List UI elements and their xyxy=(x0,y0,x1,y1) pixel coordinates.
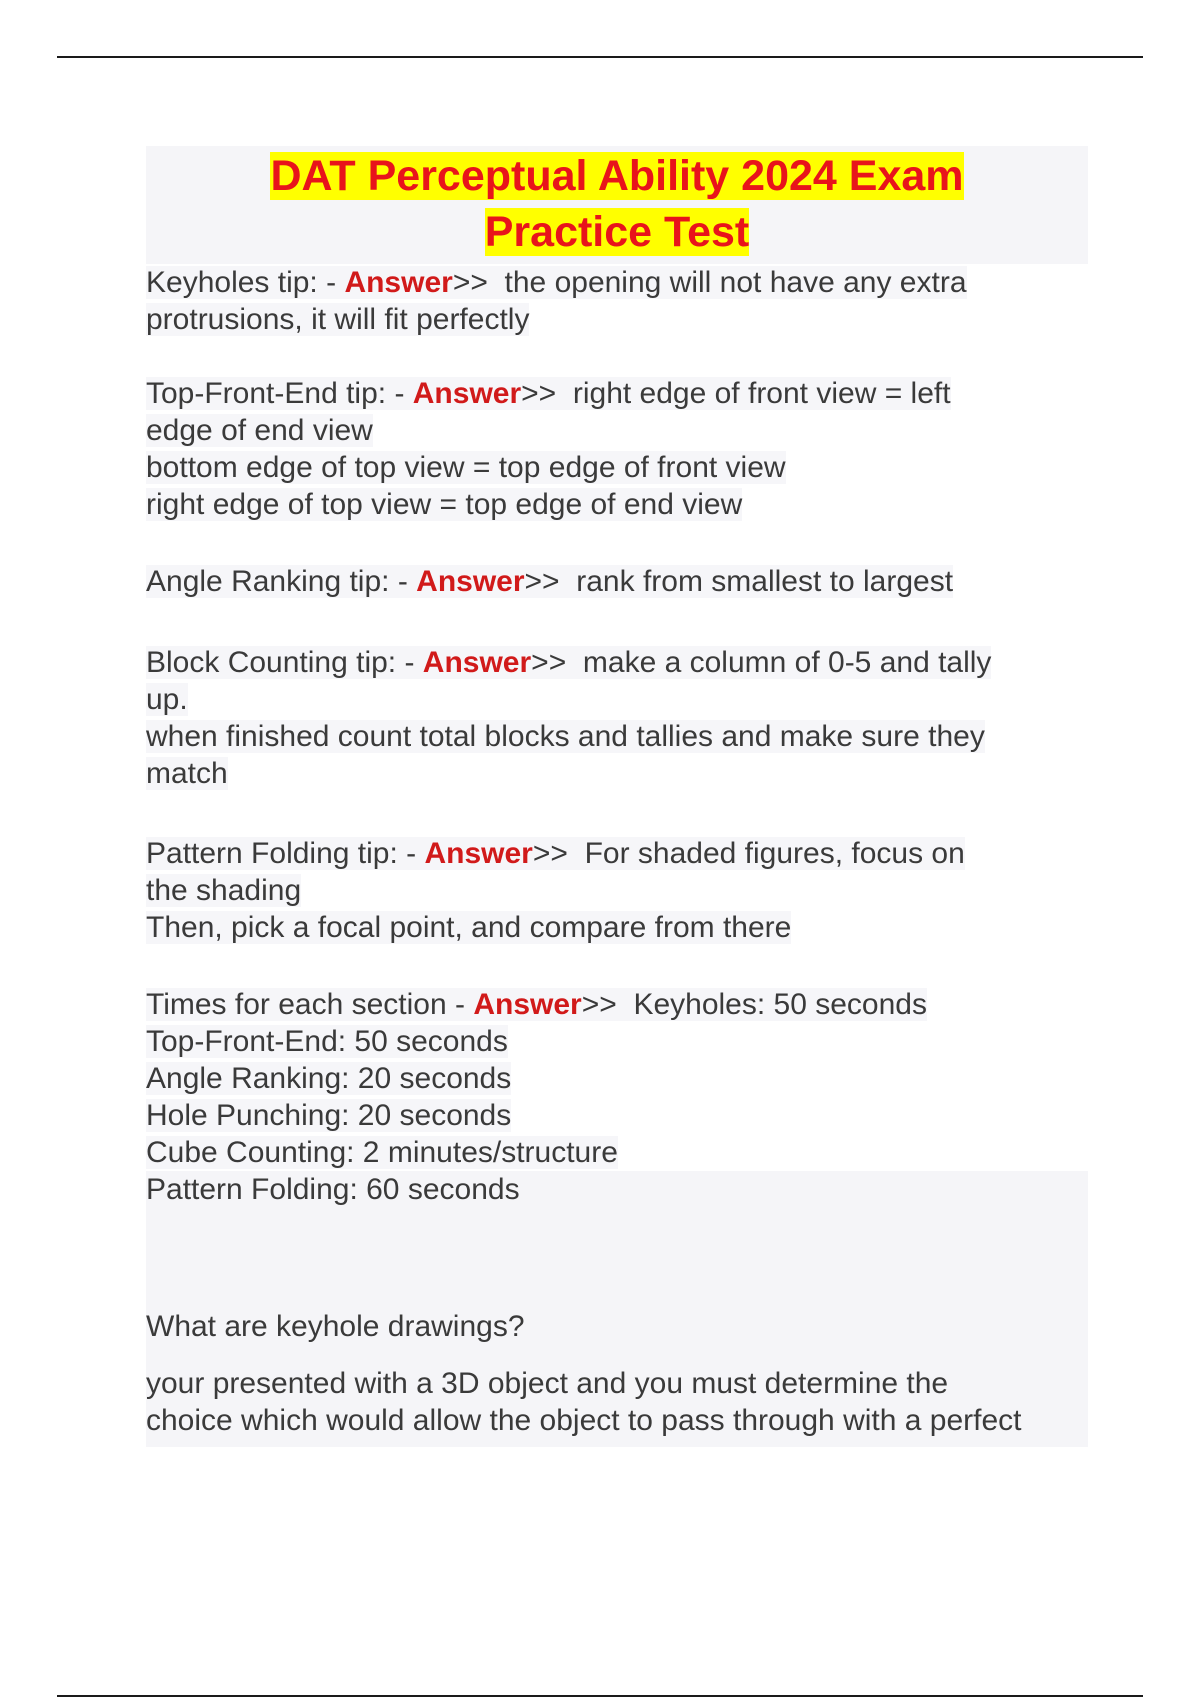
answer-line: protrusions, it will fit perfectly xyxy=(146,303,530,336)
answer-line: Top-Front-End: 50 seconds xyxy=(146,1025,508,1058)
answer-label: Answer xyxy=(473,988,582,1021)
answer-label: Answer xyxy=(344,266,453,299)
answer-line: Keyholes: 50 seconds xyxy=(633,988,927,1021)
answer-line: when finished count total blocks and tallies and make sure they xyxy=(146,720,985,753)
answer-label: Answer xyxy=(416,565,525,598)
flashcard-block xyxy=(146,1171,1088,1447)
question-text: Times for each section - xyxy=(146,988,474,1021)
answer-line: right edge of top view = top edge of end view xyxy=(146,488,743,521)
answer-arrow: >> xyxy=(521,377,557,410)
answer-line: For shaded figures, focus on xyxy=(584,837,965,870)
answer-line: Hole Punching: 20 seconds xyxy=(146,1099,512,1132)
flashcard-answer-line: choice which would allow the object to pass through with a perfect xyxy=(146,1404,1022,1437)
flashcard-answer-line: your presented with a 3D object and you must determine the xyxy=(146,1367,949,1400)
answer-arrow: >> xyxy=(452,266,488,299)
qa-item-section-times xyxy=(146,986,1088,1171)
answer-line: Cube Counting: 2 minutes/structure xyxy=(146,1136,618,1169)
answer-line: match xyxy=(146,757,228,790)
answer-arrow: >> xyxy=(532,837,568,870)
answer-line: edge of end view xyxy=(146,414,373,447)
qa-item-pattern-folding xyxy=(146,835,1088,946)
page-title-line-1: DAT Perceptual Ability 2024 Exam xyxy=(270,152,964,200)
page-title-line-2: Practice Test xyxy=(484,208,750,256)
answer-line: the opening will not have any extra xyxy=(504,266,967,299)
answer-line: make a column of 0-5 and tally xyxy=(582,646,992,679)
question-text: Block Counting tip: - xyxy=(146,646,423,679)
qa-item-keyholes xyxy=(146,264,1088,338)
qa-item-angle-ranking xyxy=(146,563,1088,600)
title-block xyxy=(146,146,1088,264)
footer-rule xyxy=(57,1695,1143,1697)
answer-label: Answer xyxy=(424,837,533,870)
answer-line: Angle Ranking: 20 seconds xyxy=(146,1062,512,1095)
qa-item-block-counting xyxy=(146,644,1088,792)
header-rule xyxy=(57,56,1143,58)
answer-line: bottom edge of top view = top edge of front view xyxy=(146,451,786,484)
answer-arrow: >> xyxy=(531,646,567,679)
answer-arrow: >> xyxy=(581,988,617,1021)
answer-line: rank from smallest to largest xyxy=(576,565,954,598)
answer-line: up. xyxy=(146,683,188,716)
answer-label: Answer xyxy=(412,377,522,410)
answer-line: right edge of front view = left xyxy=(572,377,951,410)
answer-line: Then, pick a focal point, and compare from there xyxy=(146,911,792,944)
flashcard-question: What are keyhole drawings? xyxy=(146,1310,525,1343)
flashcard-answer xyxy=(146,1365,1088,1439)
answer-arrow: >> xyxy=(524,565,560,598)
document-content xyxy=(146,146,1088,1447)
question-text: Top-Front-End tip: - xyxy=(146,377,413,410)
qa-item-top-front-end xyxy=(146,375,1088,523)
answer-line: the shading xyxy=(146,874,302,907)
question-text: Keyholes tip: - xyxy=(146,266,345,299)
answer-label: Answer xyxy=(422,646,532,679)
question-text: Pattern Folding tip: - xyxy=(146,837,425,870)
question-text: Angle Ranking tip: - xyxy=(146,565,417,598)
answer-line: Pattern Folding: 60 seconds xyxy=(146,1173,520,1206)
